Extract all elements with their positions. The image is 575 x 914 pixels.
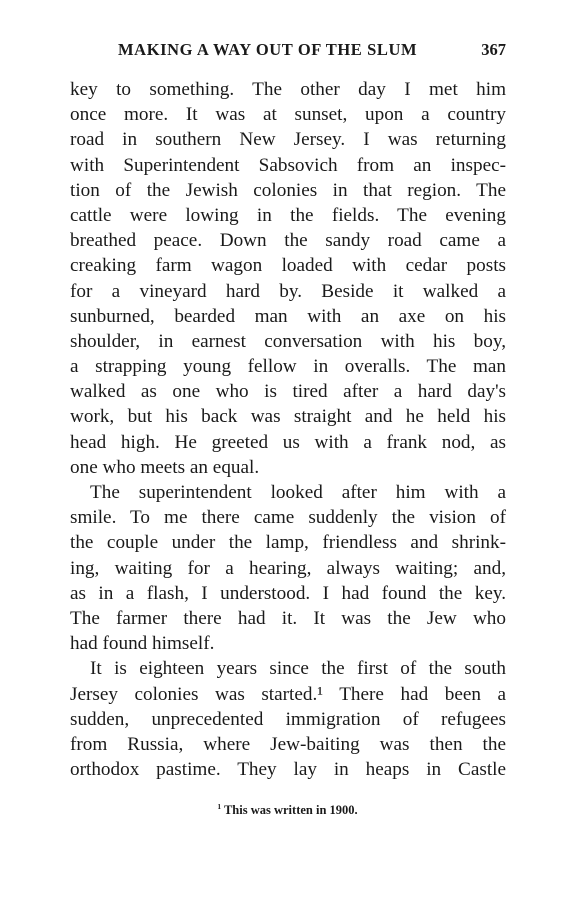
- text-line: had found himself.: [70, 633, 215, 655]
- text-line: breathed peace. Down the sandy road came a: [70, 230, 506, 252]
- text-line: Jersey colonies was started.¹ There had been a: [70, 683, 506, 705]
- text-line: The farmer there had it. It was the Jew who: [70, 607, 506, 629]
- text-line: as in a flash, I understood. I had found the key.: [70, 582, 506, 604]
- text-line: the couple under the lamp, friendless and shrink-: [70, 532, 506, 554]
- text-line: sunburned, bearded man with an axe on his: [70, 305, 506, 327]
- text-line: from Russia, where Jew-baiting was then the: [70, 733, 506, 755]
- text-line: one who meets an equal.: [70, 456, 260, 478]
- text-line: orthodox pastime. They lay in heaps in Castle: [70, 759, 506, 781]
- text-line: key to something. The other day I met him: [70, 79, 506, 100]
- text-line: work, but his back was straight and he held his: [70, 406, 506, 428]
- text-line: walked as one who is tired after a hard day's: [70, 381, 506, 403]
- body-text: [70, 77, 506, 782]
- footnote-text: This was written in 1900.: [223, 803, 358, 817]
- running-title: MAKING A WAY OUT OF THE SLUM: [118, 40, 418, 59]
- text-line: smile. To me there came suddenly the vision of: [70, 507, 506, 529]
- text-line: ing, waiting for a hearing, always waiting; and,: [70, 557, 506, 579]
- text-line: tion of the Jewish colonies in that region. The: [70, 179, 506, 201]
- paragraph-2: [70, 480, 506, 656]
- text-line: shoulder, in earnest conversation with his boy,: [70, 330, 506, 352]
- footnote-marker: 1: [217, 801, 222, 811]
- text-line: for a vineyard hard by. Beside it walked a: [70, 280, 506, 302]
- text-line: The superintendent looked after him with a: [90, 482, 506, 503]
- paragraph-3: [70, 656, 506, 782]
- text-line: head high. He greeted us with a frank nod, as: [70, 431, 506, 453]
- text-line: with Superintendent Sabsovich from an inspec-: [70, 154, 506, 176]
- text-line: It is eighteen years since the first of the south: [90, 658, 506, 680]
- text-line: a strapping young fellow in overalls. The man: [70, 356, 506, 378]
- page-number: 367: [481, 40, 506, 59]
- text-line: creaking farm wagon loaded with cedar posts: [70, 255, 506, 277]
- footnote: [0, 803, 575, 818]
- text-line: once more. It was at sunset, upon a country: [70, 104, 506, 126]
- text-line: cattle were lowing in the fields. The evening: [70, 204, 506, 226]
- text-line: sudden, unprecedented immigration of refugees: [70, 708, 506, 730]
- text-line: road in southern New Jersey. I was returning: [70, 129, 506, 151]
- running-head: [70, 40, 506, 64]
- paragraph-1: [70, 77, 506, 480]
